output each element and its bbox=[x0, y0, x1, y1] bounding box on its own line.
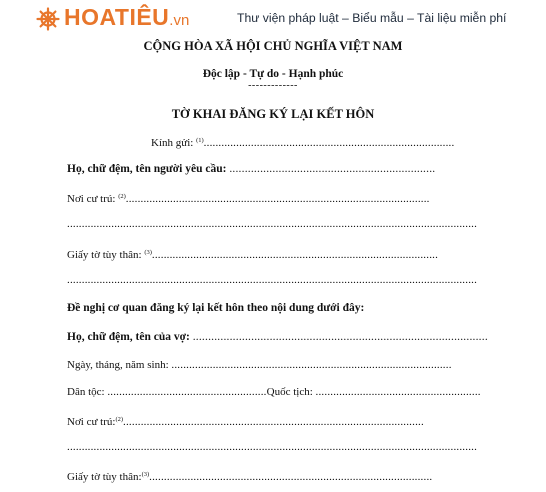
logo-domain-suffix: .vn bbox=[169, 12, 190, 29]
request-heading bbox=[67, 301, 364, 315]
footnote-ref: (2) bbox=[115, 416, 124, 423]
field-requester-name bbox=[67, 162, 435, 176]
field-label: Nơi cư trú: bbox=[67, 416, 116, 428]
fill-line[interactable]: ..................................................................................... bbox=[203, 137, 455, 149]
field-id-document-1-continuation bbox=[67, 273, 477, 287]
national-title: CỘNG HÒA XÃ HỘI CHỦ NGHĨA VIỆT NAM bbox=[143, 39, 403, 53]
fill-line[interactable]: ................................................................................................. bbox=[151, 249, 439, 261]
national-motto: Độc lập - Tự do - Hạnh phúc bbox=[202, 68, 344, 80]
fill-line[interactable]: ........................................................................................................................................... bbox=[67, 441, 478, 453]
ship-wheel-icon bbox=[36, 7, 60, 31]
field-label: Dân tộc: bbox=[67, 386, 105, 398]
field-wife-name bbox=[67, 330, 488, 344]
fill-line[interactable]: ................................................................................................ bbox=[192, 331, 488, 343]
field-label: Kính gửi: bbox=[151, 137, 194, 149]
field-label: Giấy tờ tùy thân: bbox=[67, 471, 142, 483]
field-label: Nơi cư trú: bbox=[67, 193, 116, 205]
field-residence-2-continuation bbox=[67, 440, 477, 454]
field-label: Giấy tờ tùy thân: bbox=[67, 249, 142, 261]
footnote-ref: (1) bbox=[196, 137, 204, 144]
field-ethnicity-nationality bbox=[67, 385, 481, 399]
field-residence-2 bbox=[67, 413, 424, 429]
field-residence-1 bbox=[67, 190, 430, 206]
field-kinh-gui bbox=[151, 134, 454, 150]
field-residence-1-continuation bbox=[67, 217, 477, 231]
fill-line[interactable]: ............................................................................................... bbox=[171, 359, 452, 371]
fill-line[interactable]: ...................................................... bbox=[107, 386, 267, 398]
fill-line[interactable]: ...................................................................................................... bbox=[123, 416, 424, 428]
field-id-document-2 bbox=[67, 468, 432, 484]
field-id-document-1 bbox=[67, 246, 438, 262]
site-header bbox=[0, 0, 546, 34]
field-label: Đề nghị cơ quan đăng ký lại kết hôn theo nội dung dưới đây: bbox=[67, 302, 365, 314]
field-label: Họ, chữ đệm, tên của vợ: bbox=[67, 331, 190, 343]
fill-line[interactable]: ................................................................... bbox=[229, 163, 436, 175]
fill-line[interactable]: ........................................................ bbox=[315, 386, 481, 398]
field-date-of-birth bbox=[67, 358, 452, 372]
logo-name: HOATIÊU bbox=[64, 4, 170, 30]
motto-separator: ------------- bbox=[248, 80, 298, 91]
fill-line[interactable]: ....................................................................................................... bbox=[125, 193, 430, 205]
form-title: TỜ KHAI ĐĂNG KÝ LẠI KẾT HÔN bbox=[171, 107, 375, 121]
fill-line[interactable]: ........................................................................................................................................... bbox=[67, 218, 478, 230]
logo-wordmark bbox=[64, 5, 189, 33]
field-label: Họ, chữ đệm, tên người yêu cầu: bbox=[67, 163, 227, 175]
footnote-ref: (2) bbox=[118, 193, 126, 200]
footnote-ref: (3) bbox=[141, 471, 150, 478]
site-logo[interactable] bbox=[36, 5, 189, 33]
footnote-ref: (3) bbox=[144, 249, 152, 256]
field-label: Ngày, tháng, năm sinh: bbox=[67, 359, 169, 371]
site-tagline: Thư viện pháp luật – Biểu mẫu – Tài liệu miễn phí bbox=[237, 11, 507, 25]
field-label-nationality: Quốc tịch: bbox=[266, 386, 313, 398]
fill-line[interactable]: ................................................................................................ bbox=[149, 471, 433, 483]
fill-line[interactable]: ........................................................................................................................................... bbox=[67, 274, 478, 286]
